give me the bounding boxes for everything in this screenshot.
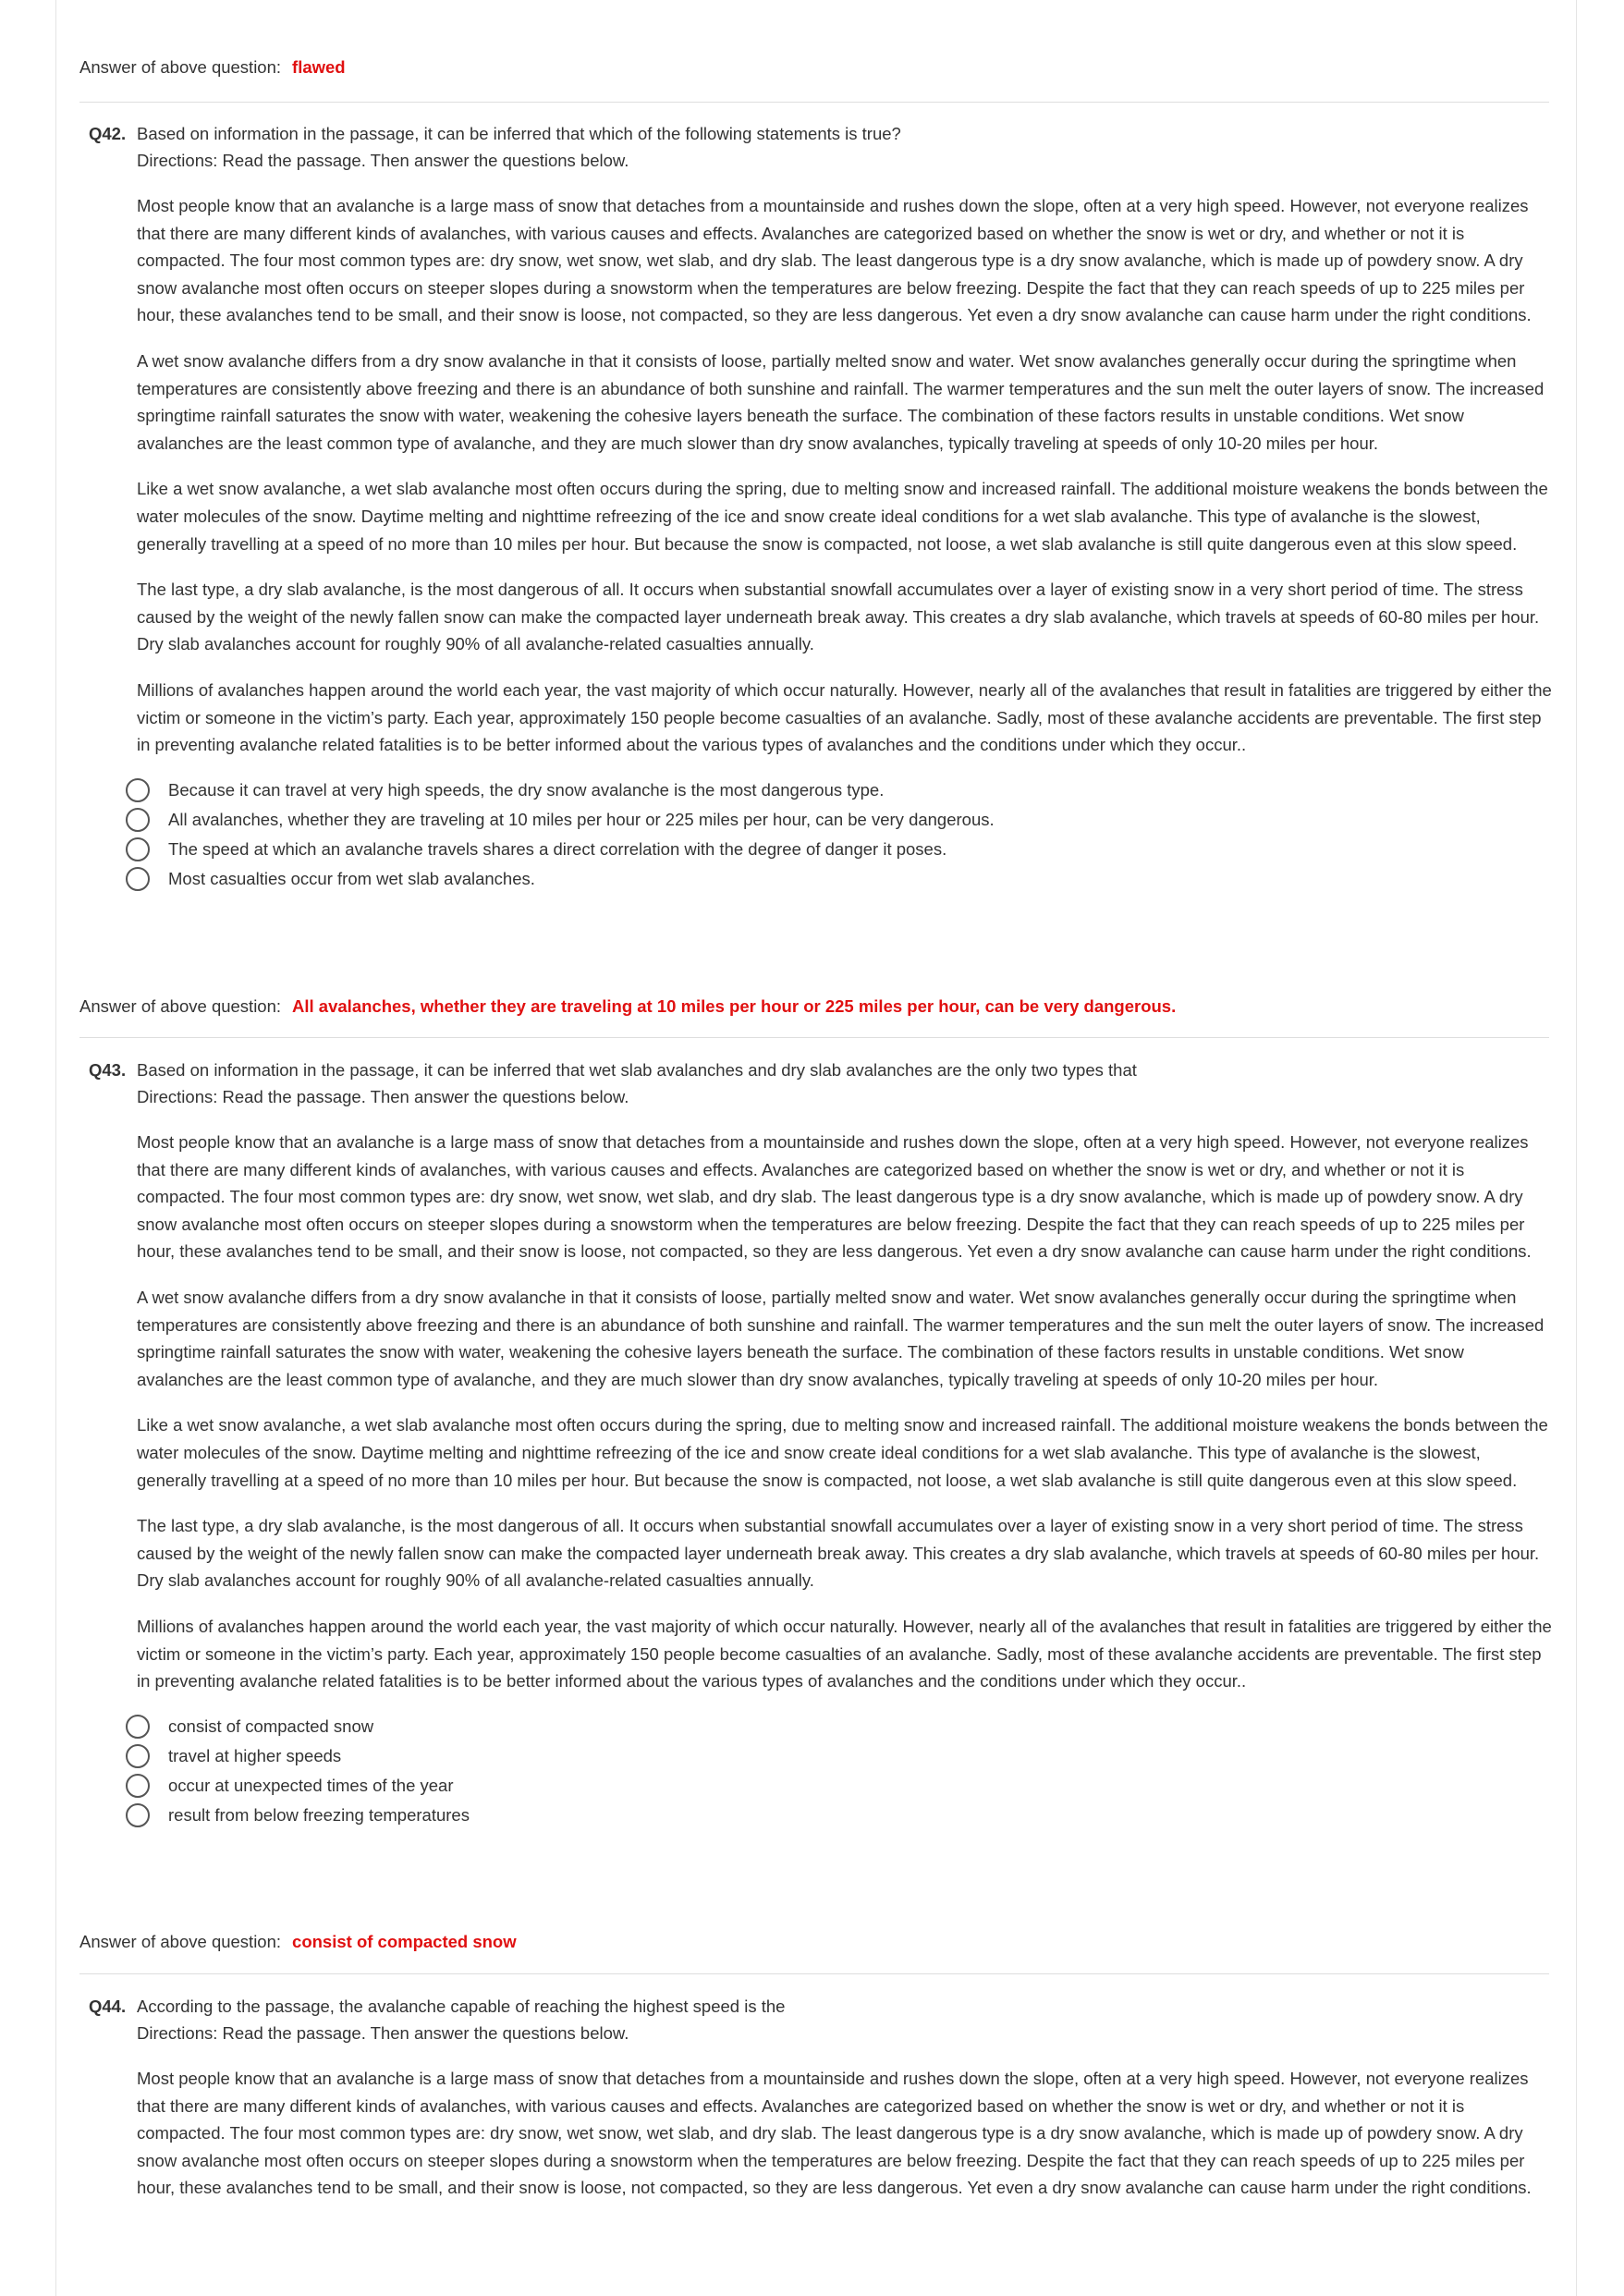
option-label: All avalanches, whether they are traveling at 10 miles per hour or 225 miles per hour, can be very dangerous. [168,809,995,829]
radio-button[interactable] [126,808,150,832]
q42-answer [79,996,1176,1017]
passage [137,1129,1553,1695]
option-label: occur at unexpected times of the year [168,1775,454,1795]
passage-paragraph: A wet snow avalanche differs from a dry snow avalanche in that it consists of loose, partially melted snow and water. Wet snow avalanches generally occur during the springtime when temperatures are consistently above freezing and there is an abundance of both sunshine and rainfall. The warmer temperatures and the sun melt the outer layers of snow. The increased springtime rainfall saturates the snow with water, weakening the cohesive layers beneath the surface. The combination of these factors results in unstable conditions. Wet snow avalanches are the least common type of avalanche, and they are much slower than dry snow avalanches, typically traveling at speeds of only 10-20 miles per hour. [137,1287,1545,1389]
option[interactable] [126,1771,1553,1801]
answer-prefix: Answer of above question: [79,57,282,77]
option[interactable] [126,805,1553,835]
question-text: Based on information in the passage, it can be inferred that wet slab avalanches and dry slab avalanches are the only two types that [137,1060,1137,1080]
passage [137,2065,1553,2202]
passage-paragraph: Most people know that an avalanche is a large mass of snow that detaches from a mountainside and rushes down the slope, often at a very high speed. However, not everyone realizes that there are many different kinds of avalanches, with various causes and effects. Avalanches are categorized based on whether the snow is wet or dry, and whether or not it is compacted. The four most common types are: dry snow, wet snow, wet slab, and dry slab. The least dangerous type is a dry snow avalanche, which is made up of powdery snow. A dry snow avalanche most often occurs on steeper slopes during a snowstorm when the temperatures are below freezing. Despite the fact that they can reach speeds of up to 225 miles per hour, these avalanches tend to be small, and their snow is loose, not compacted, so they are less dangerous. Yet even a dry snow avalanche can cause harm under the right conditions. [137,1132,1532,1262]
radio-button[interactable] [126,1774,150,1798]
answer-options [126,776,1553,894]
question-number: Q42. [89,124,127,143]
option[interactable] [126,835,1553,864]
radio-button[interactable] [126,1715,150,1739]
radio-button[interactable] [126,867,150,891]
passage-paragraph: Most people know that an avalanche is a large mass of snow that detaches from a mountainside and rushes down the slope, often at a very high speed. However, not everyone realizes that there are many different kinds of avalanches, with various causes and effects. Avalanches are categorized based on whether the snow is wet or dry, and whether or not it is compacted. The four most common types are: dry snow, wet snow, wet slab, and dry slab. The least dangerous type is a dry snow avalanche, which is made up of powdery snow. A dry snow avalanche most often occurs on steeper slopes during a snowstorm when the temperatures are below freezing. Despite the fact that they can reach speeds of up to 225 miles per hour, these avalanches tend to be small, and their snow is loose, not compacted, so they are less dangerous. Yet even a dry snow avalanche can cause harm under the right conditions. [137,2069,1532,2198]
radio-button[interactable] [126,1744,150,1768]
passage-paragraph: Millions of avalanches happen around the world each year, the vast majority of which occur naturally. However, nearly all of the avalanches that result in fatalities are triggered by either the victim or someone in the victim’s party. Each year, approximately 150 people become casualties of an avalanche. Sadly, most of these avalanche accidents are preventable. The first step in preventing avalanche related fatalities is to be better informed about the various types of avalanches and the conditions under which they occur.. [137,1616,1552,1691]
answer-options [126,1712,1553,1830]
passage [137,192,1553,759]
radio-button[interactable] [126,1803,150,1827]
question-q43 [89,1056,1553,1830]
passage-paragraph: Millions of avalanches happen around the world each year, the vast majority of which occur naturally. However, nearly all of the avalanches that result in fatalities are triggered by either the victim or someone in the victim’s party. Each year, approximately 150 people become casualties of an avalanche. Sadly, most of these avalanche accidents are preventable. The first step in preventing avalanche related fatalities is to be better informed about the various types of avalanches and the conditions under which they occur.. [137,679,1552,755]
q43-answer [79,1932,517,1952]
option[interactable] [126,864,1553,894]
option[interactable] [126,1741,1553,1771]
radio-button[interactable] [126,778,150,802]
passage-paragraph: Like a wet snow avalanche, a wet slab avalanche most often occurs during the spring, due to melting snow and increased rainfall. The additional moisture weakens the bonds between the water molecules of the snow. Daytime melting and nighttime refreezing of the ice and snow create ideal conditions for a wet slab avalanche. This type of avalanche is the slowest, generally travelling at a speed of no more than 10 miles per hour. But because the snow is compacted, not loose, a wet slab avalanche is still quite dangerous even at this slow speed. [137,479,1548,554]
question-q44 [89,1993,1553,2202]
passage-paragraph: Most people know that an avalanche is a large mass of snow that detaches from a mountainside and rushes down the slope, often at a very high speed. However, not everyone realizes that there are many different kinds of avalanches, with various causes and effects. Avalanches are categorized based on whether the snow is wet or dry, and whether or not it is compacted. The four most common types are: dry snow, wet snow, wet slab, and dry slab. The least dangerous type is a dry snow avalanche, which is made up of powdery snow. A dry snow avalanche most often occurs on steeper slopes during a snowstorm when the temperatures are below freezing. Despite the fact that they can reach speeds of up to 225 miles per hour, these avalanches tend to be small, and their snow is loose, not compacted, so they are less dangerous. Yet even a dry snow avalanche can cause harm under the right conditions. [137,196,1532,325]
radio-button[interactable] [126,837,150,861]
option-label: result from below freezing temperatures [168,1804,470,1825]
question-text: Based on information in the passage, it can be inferred that which of the following statements is true? [137,124,901,143]
question-number: Q43. [89,1060,127,1080]
passage-paragraph: The last type, a dry slab avalanche, is the most dangerous of all. It occurs when substantial snowfall accumulates over a layer of existing snow in a very short period of time. The stress caused by the weight of the newly fallen snow can make the compacted layer underneath break away. This creates a dry slab avalanche, which travels at speeds of 60-80 miles per hour. Dry slab avalanches account for roughly 90% of all avalanche-related casualties annually. [137,1516,1540,1591]
question-text: According to the passage, the avalanche capable of reaching the highest speed is the [137,1997,786,2016]
option-label: Because it can travel at very high speeds, the dry snow avalanche is the most dangerous type. [168,779,885,800]
option[interactable] [126,776,1553,805]
answer-prefix: Answer of above question: [79,996,282,1016]
divider [79,102,1549,103]
directions: Directions: Read the passage. Then answer the questions below. [137,1087,629,1106]
option-label: consist of compacted snow [168,1716,374,1736]
answer-value: All avalanches, whether they are traveling at 10 miles per hour or 225 miles per hour, can be very dangerous. [292,996,1177,1016]
passage-paragraph: The last type, a dry slab avalanche, is the most dangerous of all. It occurs when substantial snowfall accumulates over a layer of existing snow in a very short period of time. The stress caused by the weight of the newly fallen snow can make the compacted layer underneath break away. This creates a dry slab avalanche, which travels at speeds of 60-80 miles per hour. Dry slab avalanches account for roughly 90% of all avalanche-related casualties annually. [137,580,1540,654]
directions: Directions: Read the passage. Then answer the questions below. [137,2023,629,2043]
directions: Directions: Read the passage. Then answer the questions below. [137,151,629,170]
option-label: Most casualties occur from wet slab avalanches. [168,868,535,888]
previous-answer [79,57,346,78]
option[interactable] [126,1801,1553,1830]
option-label: travel at higher speeds [168,1745,342,1765]
answer-value: consist of compacted snow [292,1932,517,1951]
question-number: Q44. [89,1997,127,2016]
option-label: The speed at which an avalanche travels shares a direct correlation with the degree of danger it poses. [168,838,947,859]
answer-value: flawed [292,57,346,77]
passage-paragraph: A wet snow avalanche differs from a dry snow avalanche in that it consists of loose, partially melted snow and water. Wet snow avalanches generally occur during the springtime when temperatures are consistently above freezing and there is an abundance of both sunshine and rainfall. The warmer temperatures and the sun melt the outer layers of snow. The increased springtime rainfall saturates the snow with water, weakening the cohesive layers beneath the surface. The combination of these factors results in unstable conditions. Wet snow avalanches are the least common type of avalanche, and they are much slower than dry snow avalanches, typically traveling at speeds of only 10-20 miles per hour. [137,350,1545,453]
divider [79,1037,1549,1038]
option[interactable] [126,1712,1553,1741]
divider [79,1973,1549,1974]
answer-prefix: Answer of above question: [79,1932,282,1951]
question-q42 [89,120,1553,894]
passage-paragraph: Like a wet snow avalanche, a wet slab avalanche most often occurs during the spring, due to melting snow and increased rainfall. The additional moisture weakens the bonds between the water molecules of the snow. Daytime melting and nighttime refreezing of the ice and snow create ideal conditions for a wet slab avalanche. This type of avalanche is the slowest, generally travelling at a speed of no more than 10 miles per hour. But because the snow is compacted, not loose, a wet slab avalanche is still quite dangerous even at this slow speed. [137,1415,1548,1490]
